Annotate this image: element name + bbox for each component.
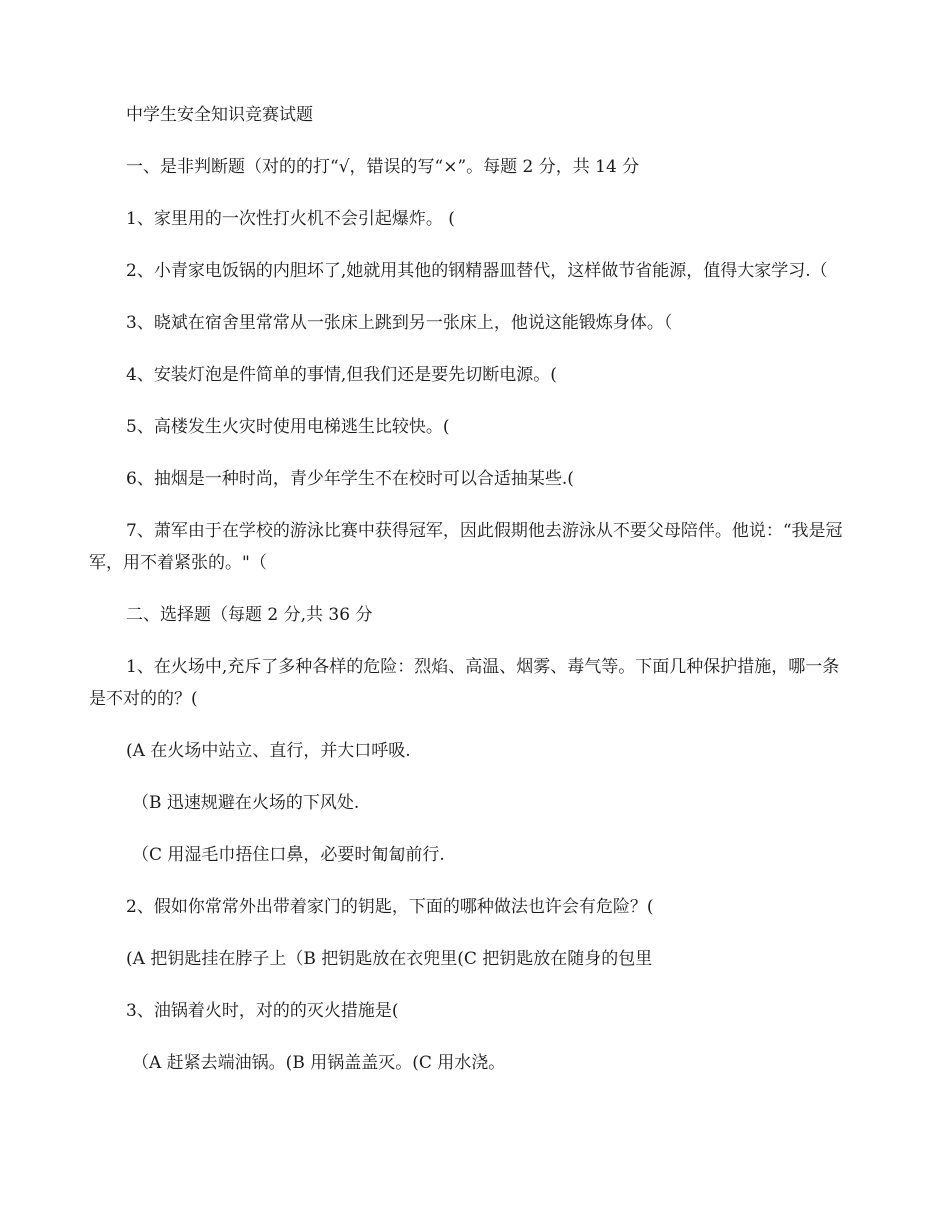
question-2-1-option-b: （B 迅速规避在火场的下风处.	[132, 793, 360, 813]
question-1-6: 6、抽烟是一种时尚，青少年学生不在校时可以合适抽某些.(	[126, 469, 574, 489]
document-title: 中学生安全知识竞赛试题	[126, 105, 313, 125]
question-2-2-options: (A 把钥匙挂在脖子上（B 把钥匙放在衣兜里(C 把钥匙放在随身的包里	[126, 949, 653, 969]
question-1-2: 2、小青家电饭锅的内胆坏了,她就用其他的钢精器皿替代，这样做节省能源，值得大家学习.（	[126, 261, 828, 281]
question-1-1: 1、家里用的一次性打火机不会引起爆炸。 (	[126, 209, 455, 229]
question-2-2: 2、假如你常常外出带着家门的钥匙，下面的哪种做法也许会有危险？(	[126, 897, 654, 917]
section-heading-true-false: 一、是非判断题（对的的打“√，错误的写“×”。每题 2 分，共 14 分	[126, 157, 640, 177]
question-1-3: 3、晓斌在宿舍里常常从一张床上跳到另一张床上，他说这能锻炼身体。（	[126, 313, 673, 333]
question-2-3-options: （A 赶紧去端油锅。(B 用锅盖盖灭。(C 用水浇。	[132, 1053, 506, 1073]
question-1-4: 4、安装灯泡是件简单的事情,但我们还是要先切断电源。(	[126, 365, 557, 385]
question-2-1-option-c: （C 用湿毛巾捂住口鼻，必要时匍匐前行.	[132, 845, 445, 865]
question-2-1-option-a: (A 在火场中站立、直行，并大口呼吸.	[126, 741, 411, 761]
question-1-7: 7、萧军由于在学校的游泳比赛中获得冠军，因此假期他去游泳从不要父母陪伴。他说：“我是冠军，用不着紧张的。"（	[89, 521, 843, 573]
section-heading-multiple-choice: 二、选择题（每题 2 分,共 36 分	[126, 605, 373, 625]
question-2-1: 1、在火场中,充斥了多种各样的危险：烈焰、高温、烟雾、毒气等。下面几种保护措施，哪一条是不对的的？(	[89, 657, 840, 709]
question-1-5: 5、高楼发生火灾时使用电梯逃生比较快。(	[126, 417, 450, 437]
question-2-3: 3、油锅着火时，对的的灭火措施是(	[126, 1001, 399, 1021]
